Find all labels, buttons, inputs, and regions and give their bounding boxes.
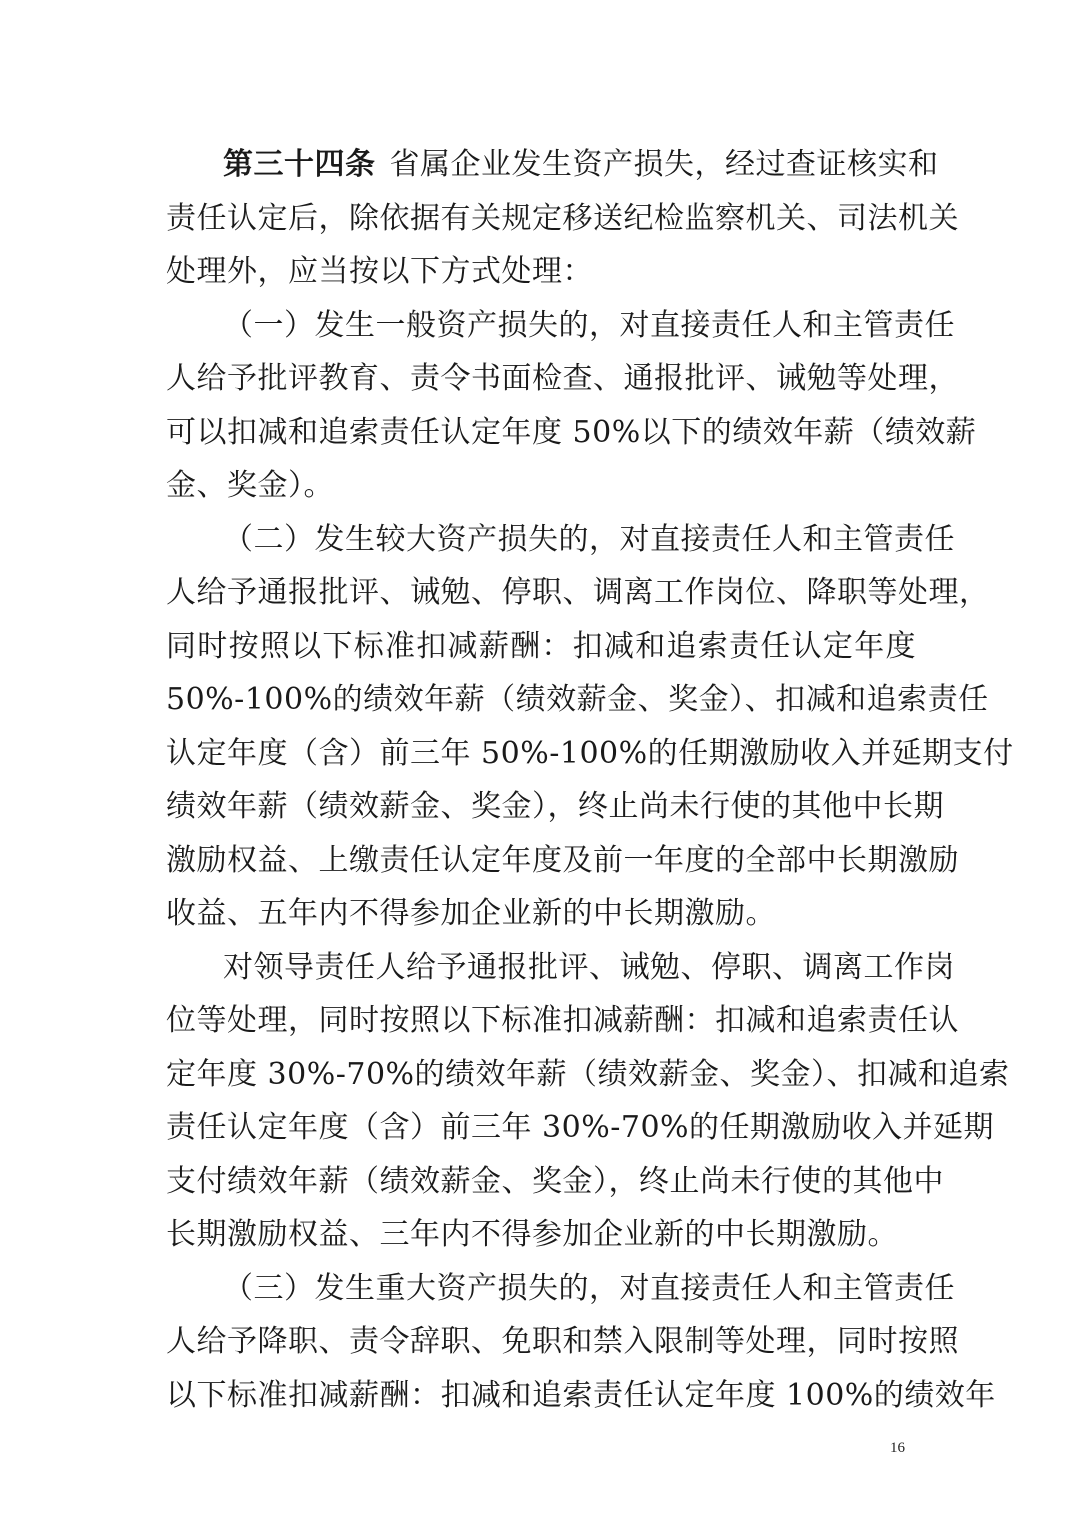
- paragraph-item-3: [166, 1262, 996, 1423]
- page-number: 16: [890, 1440, 905, 1456]
- text-line: 收益、五年内不得参加企业新的中长期激励。: [166, 896, 776, 931]
- text-line: （二）发生较大资产损失的，对直接责任人和主管责任: [223, 521, 955, 557]
- text-line: 绩效年薪（绩效薪金、奖金），终止尚未行使的其他中长期: [166, 789, 944, 824]
- text-line: 激励权益、上缴责任认定年度及前一年度的全部中长期激励: [166, 842, 959, 878]
- text-line: 长期激励权益、三年内不得参加企业新的中长期激励。: [166, 1217, 898, 1252]
- text-line: 人给予通报批评、诫勉、停职、调离工作岗位、降职等处理，: [166, 575, 990, 610]
- text-line: 对领导责任人给予通报批评、诫勉、停职、调离工作岗: [223, 949, 955, 985]
- document-body: [166, 138, 1014, 1422]
- text-line: 人给予批评教育、责令书面检查、通报批评、诫勉等处理，: [166, 361, 959, 396]
- text-line: 定年度 30%-70%的绩效年薪（绩效薪金、奖金）、扣减和追索: [166, 1056, 1010, 1092]
- text-line: 可以扣减和追索责任认定年度 50%以下的绩效年薪（绩效薪: [166, 414, 977, 450]
- text-line: 人给予降职、责令辞职、免职和禁入限制等处理，同时按照: [166, 1324, 959, 1359]
- text-line: 责任认定年度（含）前三年 30%-70%的任期激励收入并延期: [166, 1110, 995, 1145]
- paragraph-leadership: [166, 941, 1010, 1262]
- text-line: （三）发生重大资产损失的，对直接责任人和主管责任: [223, 1270, 955, 1306]
- paragraph-article-34: [166, 138, 959, 299]
- text-line: 认定年度（含）前三年 50%-100%的任期激励收入并延期支付: [166, 735, 1014, 771]
- paragraph-item-2: [166, 513, 1014, 941]
- text-line: 50%-100%的绩效年薪（绩效薪金、奖金）、扣减和追索责任: [166, 682, 989, 717]
- text-line: 责任认定后，除依据有关规定移送纪检监察机关、司法机关: [166, 200, 959, 236]
- text-line: 支付绩效年薪（绩效薪金、奖金），终止尚未行使的其他中: [166, 1163, 944, 1199]
- text-line: 位等处理，同时按照以下标准扣减薪酬：扣减和追索责任认: [166, 1003, 959, 1038]
- text-line: 金、奖金）。: [166, 468, 334, 503]
- text-line: 处理外，应当按以下方式处理：: [166, 254, 593, 289]
- text-line: [166, 138, 939, 192]
- article-heading: 第三十四条: [223, 147, 376, 182]
- text-line: 以下标准扣减薪酬：扣减和追索责任认定年度 100%的绩效年: [166, 1377, 996, 1413]
- text-line: 同时按照以下标准扣减薪酬：扣减和追索责任认定年度: [166, 628, 916, 664]
- text-line: （一）发生一般资产损失的，对直接责任人和主管责任: [223, 307, 955, 343]
- text-segment: 省属企业发生资产损失，经过查证核实和: [389, 147, 939, 182]
- paragraph-item-1: [166, 299, 977, 513]
